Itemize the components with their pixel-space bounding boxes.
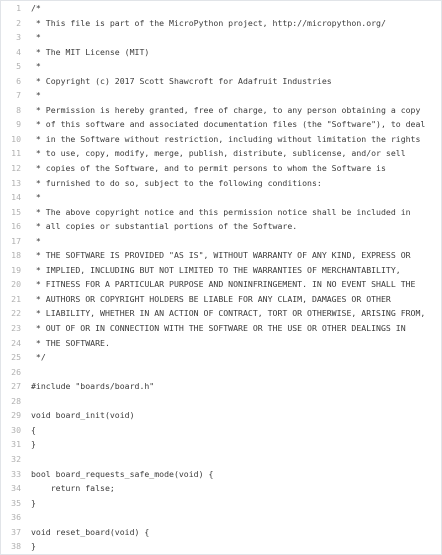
line-code[interactable]: * AUTHORS OR COPYRIGHT HOLDERS BE LIABLE FOR ANY CLAIM, DAMAGES OR OTHER [31, 293, 391, 304]
code-line [1, 365, 441, 380]
code-line [1, 496, 441, 511]
code-line [1, 16, 441, 31]
code-line [1, 336, 441, 351]
line-number: 24 [11, 337, 21, 348]
code-line [1, 190, 441, 205]
code-line [1, 306, 441, 321]
code-line [1, 88, 441, 103]
line-number: 16 [11, 221, 21, 232]
line-number: 23 [11, 323, 21, 334]
code-line [1, 321, 441, 336]
code-line [1, 423, 441, 438]
code-line [1, 467, 441, 482]
code-line [1, 103, 441, 118]
line-number: 4 [16, 46, 21, 57]
line-number: 38 [11, 541, 21, 552]
line-number: 18 [11, 250, 21, 261]
code-line [1, 1, 441, 16]
line-code[interactable]: * Permission is hereby granted, free of charge, to any person obtaining a copy [31, 104, 421, 115]
line-number: 8 [16, 104, 21, 115]
code-line [1, 394, 441, 409]
code-line [1, 525, 441, 540]
line-code[interactable] [21, 394, 441, 409]
line-number: 31 [11, 439, 21, 450]
code-line [1, 59, 441, 74]
line-number: 35 [11, 497, 21, 508]
line-number: 6 [16, 75, 21, 86]
line-code[interactable]: bool board_requests_safe_mode(void) { [31, 468, 214, 479]
line-code[interactable] [21, 510, 441, 525]
line-number: 34 [11, 483, 21, 494]
line-number: 14 [11, 192, 21, 203]
line-number: 1 [16, 3, 21, 13]
line-code[interactable] [21, 365, 441, 380]
code-line [1, 161, 441, 176]
line-code[interactable]: * The MIT License (MIT) [31, 46, 150, 57]
line-code[interactable]: } [31, 439, 36, 450]
code-line [1, 219, 441, 234]
code-listing [1, 1, 441, 554]
code-line [1, 539, 441, 554]
line-code[interactable]: * IMPLIED, INCLUDING BUT NOT LIMITED TO THE WARRANTIES OF MERCHANTABILITY, [31, 264, 401, 275]
line-number: 36 [11, 512, 21, 523]
line-code[interactable] [21, 452, 441, 467]
line-number: 37 [11, 526, 21, 537]
line-number: 32 [11, 453, 21, 464]
line-code[interactable]: * all copies or substantial portions of the Software. [31, 221, 298, 232]
code-line [1, 45, 441, 60]
line-number: 9 [16, 119, 21, 130]
line-number: 33 [11, 468, 21, 479]
line-number: 30 [11, 424, 21, 435]
line-code[interactable]: return false; [31, 483, 115, 494]
line-code[interactable]: * [31, 192, 41, 203]
line-number: 25 [11, 352, 21, 363]
line-number: 5 [16, 61, 21, 72]
code-line [1, 146, 441, 161]
line-number: 15 [11, 206, 21, 217]
line-code[interactable]: * FITNESS FOR A PARTICULAR PURPOSE AND NONINFRINGEMENT. IN NO EVENT SHALL THE [31, 279, 416, 290]
line-code[interactable]: * [31, 32, 41, 43]
code-line [1, 176, 441, 191]
code-line [1, 248, 441, 263]
line-code[interactable]: * THE SOFTWARE IS PROVIDED "AS IS", WITHOUT WARRANTY OF ANY KIND, EXPRESS OR [31, 250, 411, 261]
line-number: 13 [11, 177, 21, 188]
code-line [1, 408, 441, 423]
line-number: 11 [11, 148, 21, 159]
line-code[interactable]: * to use, copy, modify, merge, publish, distribute, sublicense, and/or sell [31, 148, 406, 159]
line-code[interactable]: * [31, 61, 41, 72]
code-line [1, 292, 441, 307]
line-code[interactable]: * copies of the Software, and to permit persons to whom the Software is [31, 163, 386, 174]
code-line [1, 234, 441, 249]
line-code[interactable]: void board_init(void) [31, 410, 135, 421]
line-code[interactable]: * in the Software without restriction, including without limitation the rights [31, 133, 421, 144]
line-code[interactable]: * The above copyright notice and this permission notice shall be included in [31, 206, 411, 217]
line-code[interactable]: * Copyright (c) 2017 Scott Shawcroft for Adafruit Industries [31, 75, 332, 86]
line-code[interactable]: { [31, 424, 36, 435]
code-line [1, 510, 441, 525]
code-line [1, 132, 441, 147]
line-number: 12 [11, 163, 21, 174]
line-code[interactable]: * furnished to do so, subject to the following conditions: [31, 177, 322, 188]
line-code[interactable]: * THE SOFTWARE. [31, 337, 110, 348]
line-code[interactable]: * [31, 235, 41, 246]
code-line [1, 74, 441, 89]
line-code[interactable]: * of this software and associated documentation files (the "Software"), to deal [31, 119, 426, 130]
line-code[interactable]: } [31, 497, 36, 508]
line-code[interactable]: } [31, 541, 36, 552]
line-number: 29 [11, 410, 21, 421]
line-code[interactable]: */ [31, 352, 46, 363]
line-code[interactable]: * OUT OF OR IN CONNECTION WITH THE SOFTWARE OR THE USE OR OTHER DEALINGS IN [31, 323, 406, 334]
line-number: 28 [11, 395, 21, 406]
line-code[interactable]: * LIABILITY, WHETHER IN AN ACTION OF CONTRACT, TORT OR OTHERWISE, ARISING FROM, [31, 308, 426, 319]
line-number: 19 [11, 264, 21, 275]
line-number: 10 [11, 133, 21, 144]
line-number: 17 [11, 235, 21, 246]
line-number: 20 [11, 279, 21, 290]
code-line [1, 30, 441, 45]
line-number: 21 [11, 293, 21, 304]
code-line [1, 379, 441, 394]
code-line [1, 117, 441, 132]
line-number: 26 [11, 366, 21, 377]
code-line [1, 205, 441, 220]
code-line [1, 350, 441, 365]
code-line [1, 452, 441, 467]
line-number: 2 [16, 17, 21, 28]
code-line [1, 437, 441, 452]
line-code[interactable]: void reset_board(void) { [31, 526, 150, 537]
line-code[interactable]: #include "boards/board.h" [31, 381, 155, 392]
line-code[interactable]: /* [31, 3, 41, 13]
line-code[interactable]: * This file is part of the MicroPython project, http://micropython.org/ [31, 17, 386, 28]
line-number: 7 [16, 90, 21, 101]
code-line [1, 277, 441, 292]
line-code[interactable]: * [31, 90, 41, 101]
line-number: 22 [11, 308, 21, 319]
code-line [1, 481, 441, 496]
line-number: 3 [16, 32, 21, 43]
line-number: 27 [11, 381, 21, 392]
code-line [1, 263, 441, 278]
